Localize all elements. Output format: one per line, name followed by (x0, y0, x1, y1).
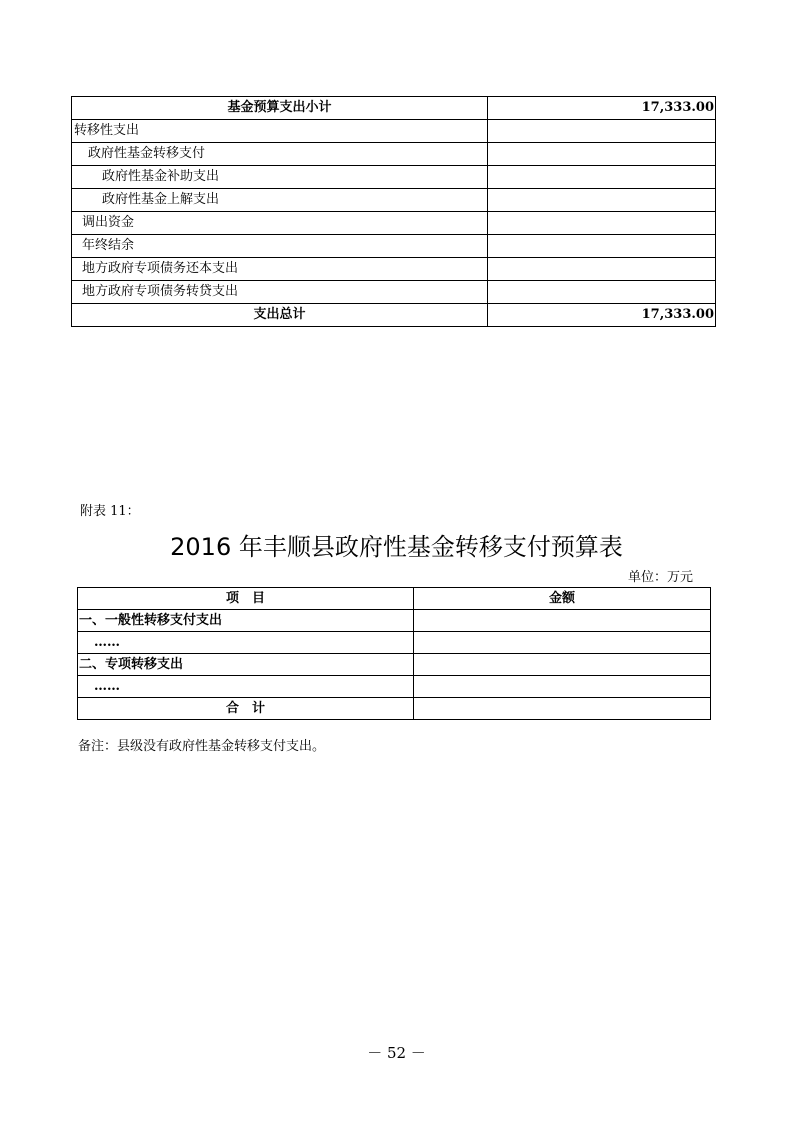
header-item: 项 目 (78, 588, 414, 610)
table-header-row (78, 588, 711, 610)
table-row (72, 166, 716, 189)
row-value (488, 189, 716, 212)
footnote: 备注：县级没有政府性基金转移支付支出。 (78, 739, 326, 754)
expenditure-table (71, 96, 716, 327)
row-value (414, 632, 711, 654)
row-value (488, 281, 716, 304)
row-value (488, 258, 716, 281)
row-value (414, 698, 711, 720)
unit-label: 单位：万元 (628, 570, 694, 585)
row-value (414, 676, 711, 698)
table-row (72, 120, 716, 143)
table-row (72, 281, 716, 304)
table-row (78, 610, 711, 632)
row-label: 政府性基金转移支付 (72, 143, 488, 166)
table-row (72, 143, 716, 166)
row-value (488, 166, 716, 189)
header-amount: 金额 (414, 588, 711, 610)
table-row (72, 97, 716, 120)
table-row-total (78, 698, 711, 720)
row-label: 合 计 (78, 698, 414, 720)
row-value (488, 143, 716, 166)
row-value (488, 212, 716, 235)
row-label: 政府性基金上解支出 (72, 189, 488, 212)
table-row (72, 258, 716, 281)
row-label: 支出总计 (72, 304, 488, 327)
row-value: 17,333.00 (488, 304, 716, 327)
row-value (488, 235, 716, 258)
row-label: 转移性支出 (72, 120, 488, 143)
row-value (488, 120, 716, 143)
row-value (414, 654, 711, 676)
row-label: 二、专项转移支出 (78, 654, 414, 676)
table-row (72, 212, 716, 235)
row-label: …… (78, 676, 414, 698)
attachment-label: 附表 11： (80, 504, 140, 519)
table-row (72, 189, 716, 212)
row-label: 地方政府专项债务转贷支出 (72, 281, 488, 304)
row-label: 调出资金 (72, 212, 488, 235)
row-label: 基金预算支出小计 (72, 97, 488, 120)
row-label: 一、一般性转移支付支出 (78, 610, 414, 632)
row-label: …… (78, 632, 414, 654)
row-label: 政府性基金补助支出 (72, 166, 488, 189)
table-row (72, 235, 716, 258)
transfer-payment-table (77, 587, 711, 720)
table-row (78, 654, 711, 676)
page-number: － 52 － (367, 1044, 426, 1062)
table-row-total (72, 304, 716, 327)
table-row (78, 632, 711, 654)
page-title: 2016 年丰顺县政府性基金转移支付预算表 (170, 533, 623, 561)
row-label: 年终结余 (72, 235, 488, 258)
table-row (78, 676, 711, 698)
row-label: 地方政府专项债务还本支出 (72, 258, 488, 281)
row-value: 17,333.00 (488, 97, 716, 120)
row-value (414, 610, 711, 632)
